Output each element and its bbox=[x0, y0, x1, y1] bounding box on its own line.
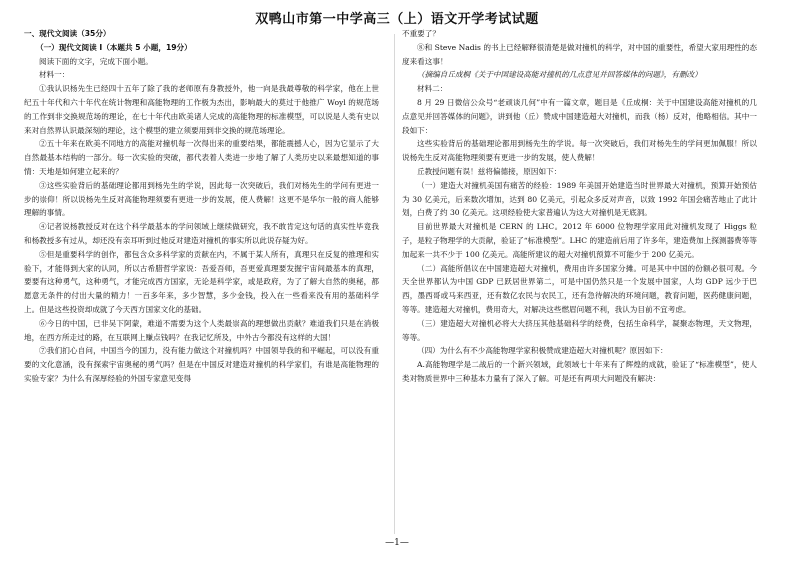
material-label: 材料一： bbox=[39, 70, 70, 80]
paragraph: A.高能物理学是二战后的一个新兴领域，此领域七十年来有了辉煌的成就，验证了“标准模型”，使人类对物质世界中三种基本力量有了深入了解。可是还有两项大问题没有解决： bbox=[402, 360, 757, 383]
paragraph: （三）建造超大对撞机必将大大挤压其他基础科学的经费，包括生命科学，凝聚态物理，天文物理，等等。 bbox=[402, 318, 757, 342]
page-number: —1— bbox=[385, 538, 409, 548]
left-column bbox=[24, 27, 379, 537]
paragraph: 不重要了？ bbox=[402, 29, 440, 38]
section-heading: 一、现代文阅读（35分） bbox=[24, 29, 111, 38]
paragraph: 丘教授问题有误！兹将偏德接，原因如下： bbox=[417, 166, 562, 176]
paragraph: 这些实验背后的基础理论都用到杨先生的学说。每一次突破后，我们对杨先生的学问更加佩服！所以说杨先生反对高能物理须要有更进一步的发展，使人费解！ bbox=[402, 139, 757, 163]
source-citation: （摘编自丘成桐《关于中国建设高能对撞机的几点意见并回答媒体的问题》，有删改） bbox=[417, 70, 702, 80]
paragraph: ④记者说杨教授反对在这个科学最基本的学问领域上继续做研究，我不敢肯定这句话的真实性毕竟我和杨教授多有过从，却还没有亲耳听到过他反对建造对撞机的事实所以此说存疑为好。 bbox=[24, 222, 379, 245]
paragraph: （一）建造大对撞机美国有痛苦的经验：1989 年美国开始建造当时世界最大对撞机，预算开始预估为 30 亿美元，后来数次增加，达到 80 亿美元，引起众多反对声音，以致 1992 年国会痛苦地止了此计划，白费了约 30 亿美元。这项经验使大家普遍认为这大对撞机是无底洞。 bbox=[402, 180, 757, 218]
paragraph: ①我认识杨先生已经四十五年了除了我的老师原有身教授外，他一向是我最尊敬的科学家，他在上世纪五十年代和六十年代在统计物理和高能物理的工作极为杰出，影响最大的莫过于他推广 Woyl 的规范场的工作到非交换规范场的理论，在七十年代由欧美诸人完成的高能物理的标准模型，可以说是人类有史以来对自然界认识最深刻的理论，这个模型的建立须要用到非交换的规范场理论。 bbox=[24, 84, 379, 135]
instruction-text: 阅读下面的文字，完成下面小题。 bbox=[39, 56, 153, 66]
paragraph: ⑥今日的中国，已非吴下阿蒙，难道不需要为这个人类最崇高的理想做出贡献？难道我们只是在消极地，在西方所走过的路，在互联网上赚点钱吗？在我记忆所及，中外古今都没有这样的大国！ bbox=[24, 318, 379, 342]
paragraph: （二）高能所倡议在中国建造超大对撞机，费用由许多国家分摊。可是其中中国的份额必很可观。今天全世界都认为中国 GDP 已跃居世界第二，可是中国仍然只是一个发展中国家，人均 GDP 远少于巴西，墨西哥或马来西亚，还有数亿农民与农民工，还有急待解决的环境问题，教育问题，医药健康问题，等等。建造超大对撞机，费用奇大，对解决这些燃眉问题不利，我认为目前不宜考虑。 bbox=[402, 263, 757, 314]
right-column bbox=[402, 27, 757, 537]
paragraph: ③这些实验背后的基础理论都用到杨先生的学说，因此每一次突破后，我们对杨先生的学问有更进一步的崇仰！所以说杨先生反对高能物理须要有更进一步的发展，使人费解！这更不是华尔一般的商人能够理解的事情。 bbox=[24, 180, 379, 218]
page-title: 双鸭山市第一中学高三（上）语文开学考试试题 bbox=[255, 12, 539, 27]
paragraph: ⑦我们扪心自问，中国当今的国力，没有能力做这个对撞机吗？中国领导我的和平崛起，可以没有重要的文化意涵，没有探索宇宙奥秘的勇气吗？但是在中国反对建造对撞机的科学家们，有谁是高能物理的实验专家？为什么有深厚经验的外国专家意见变得 bbox=[24, 346, 379, 383]
material-label: 材料二： bbox=[417, 84, 448, 94]
paragraph: ②五十年来在欧美不同地方的高能对撞机每一次得出来的重要结果，都能震撼人心，因为它显示了大自然最基本结构的一部分。每一次实验的突破，都代表着人类进一步地了解了人类历史以来最想知道的事情：天地是如何建立起来的？ bbox=[24, 139, 379, 176]
paragraph: 8 月 29 日微信公众号“老顽谈几何”中有一篇文章，题目是《丘成桐：关于中国建设高能对撞机的几点意见并回答媒体的问题》，讲到他（丘）赞成中国建造超大对撞机，而我（杨）反对，他略相信。其中一段如下： bbox=[402, 97, 757, 135]
sub-heading: （一）现代文阅读 I（本题共 5 小题，19分） bbox=[36, 42, 192, 52]
paragraph: （四）为什么有不少高能物理学家积极赞成建造超大对撞机呢？原因如下： bbox=[417, 346, 668, 356]
paragraph: ⑤但是重要科学的创作，都包含众多科学家的贡献在内，不属于某人所有，真理只在反复的推理和实验下，才能得到大家的认同，所以古希腊哲学家说：吾爱吾师，吾更爱真理要发掘宇宙间最基本的真理，要要有这种勇气，这种勇气，才能完成西方国家，无论是科学家，或是政府，为了了解大自然的奥秘，都愿意无条件的付出大量的精力！一百多年来，多少智慧，多少金钱，投入在一些看来没有用的基础科学上。但是这些投资却成就了今天西方国家文化的基础。 bbox=[24, 249, 379, 314]
paragraph: ⑧和 Steve Nadis 的书上已经解释很清楚是做对撞机的科学，对中国的重要性，希望大家用理性的态度来看这事！ bbox=[402, 42, 757, 66]
paragraph: 目前世界最大对撞机是 CERN 的 LHC。2012 年 6000 位物理学家用此对撞机发现了 Higgs 粒子，是粒子物理学的大贡献，验证了“标准模型”。LHC 的建造前后用了许多年，建造费加上探测器费等等加起来一共不少于 100 亿美元。高能所建议的超大对撞机预算不可能少于 200 亿美元。 bbox=[402, 222, 757, 259]
column-divider bbox=[394, 34, 395, 534]
